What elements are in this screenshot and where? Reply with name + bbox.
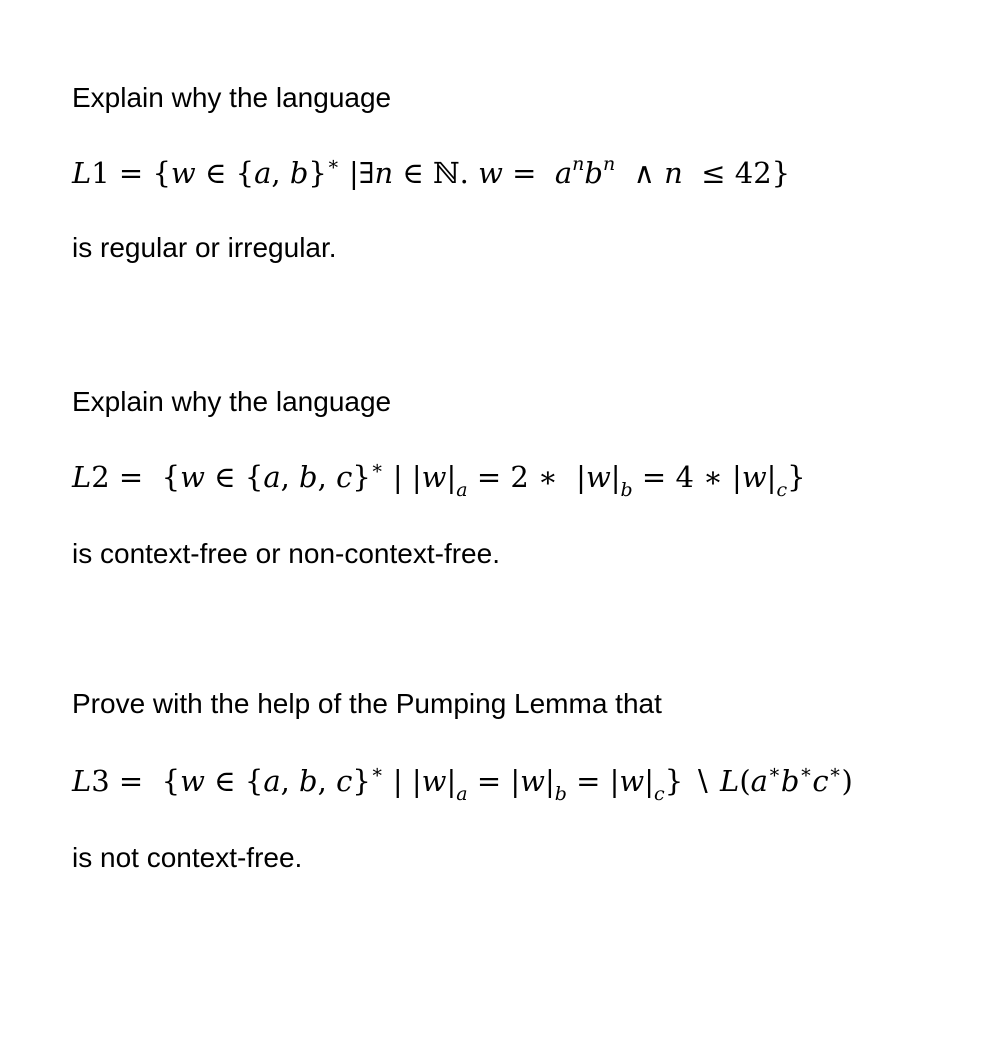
problem-3-intro: Prove with the help of the Pumping Lemma that xyxy=(72,688,662,719)
problem-2-outro: is context-free or non-context-free. xyxy=(72,538,500,569)
problem-1-intro: Explain why the language xyxy=(72,82,392,113)
problem-1-outro: is regular or irregular. xyxy=(72,232,337,263)
problem-2-intro: Explain why the language xyxy=(72,386,392,417)
problem-3-outro: is not context-free. xyxy=(72,842,303,873)
problem-3-formula: L3 = {w ∈ {a, b, c}∗ | $|w|_a = |w|_b = |w|_c$} ∖ L(a∗b∗c∗) xyxy=(72,761,853,805)
problem-2-formula: L2 = {w ∈ {a, b, c}∗ | $|w|_a = 2$ ∗ $|w|_b = 4$ ∗ $|w|_c$} xyxy=(72,457,806,501)
problem-1-formula: L1 = {w ∈ {a, b}∗ |∃n ∈ ℕ. $w = a^nb^n$ ∧ n ≤ 42} xyxy=(72,153,791,190)
